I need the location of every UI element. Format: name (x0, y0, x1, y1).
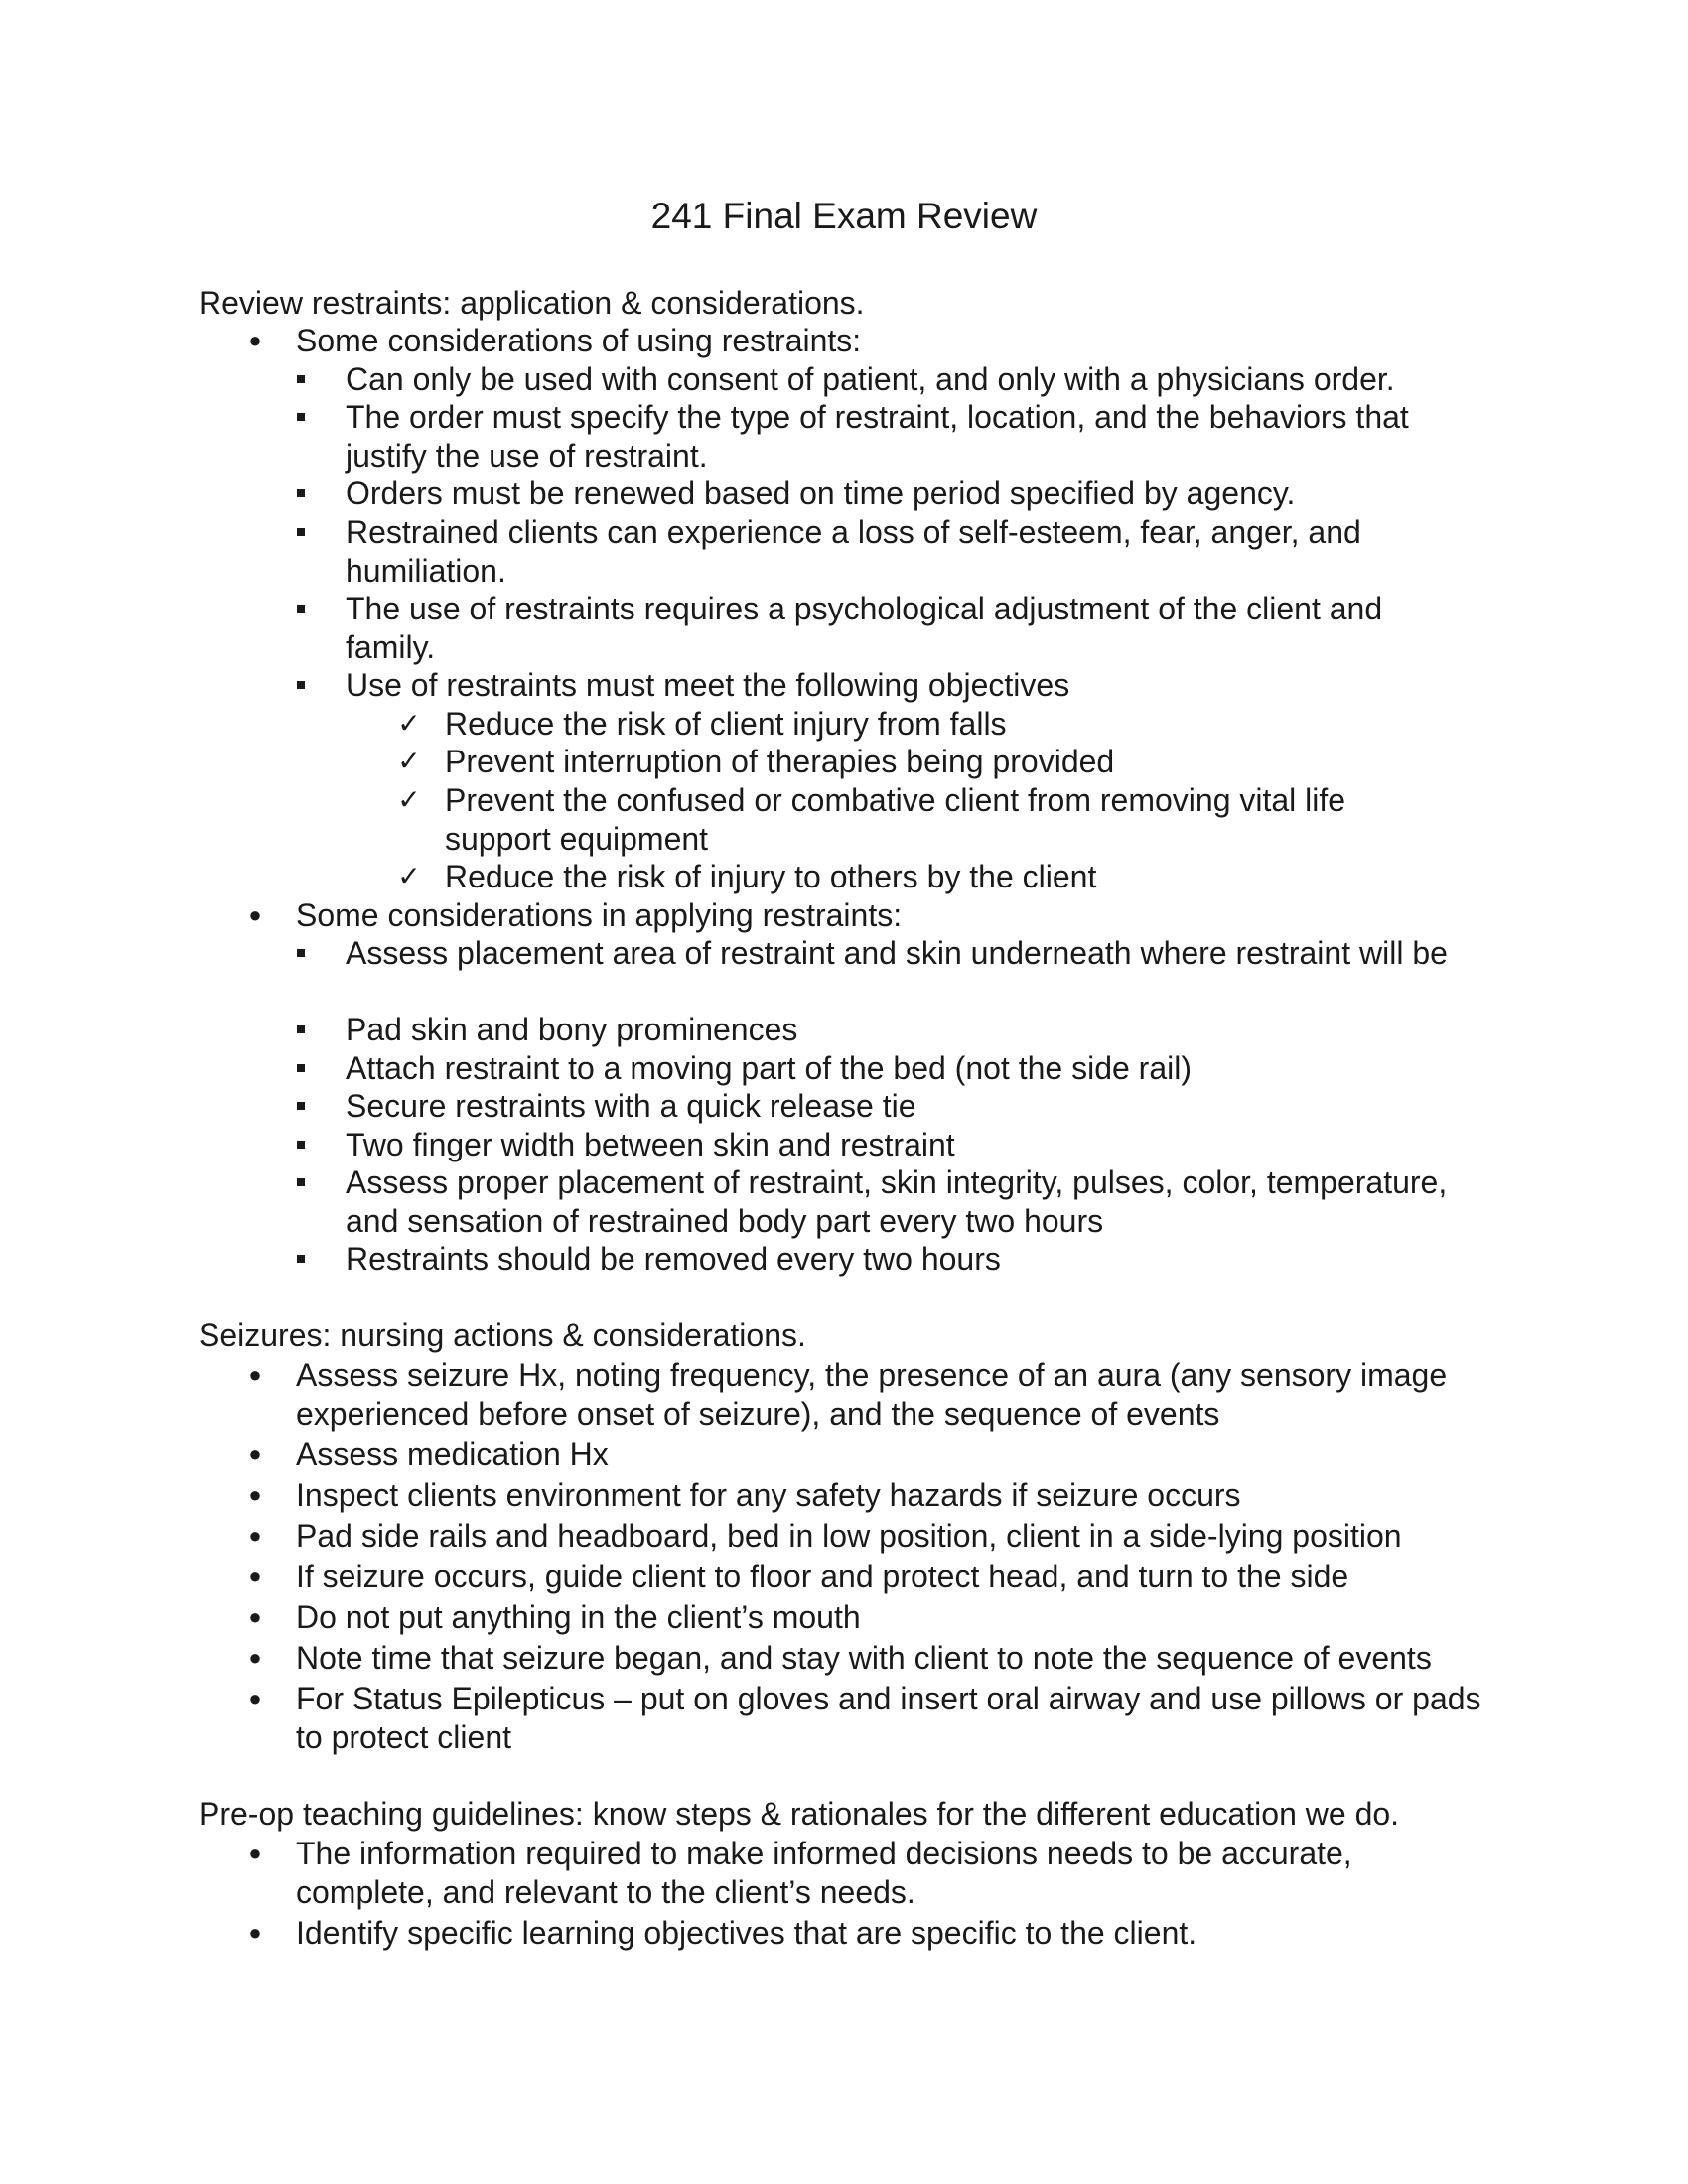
bullet-text: Inspect clients environment for any safety hazards if seizure occurs (296, 1477, 1241, 1513)
square-bullet-icon (294, 1049, 308, 1072)
bullet-text: If seizure occurs, guide client to floor and protect head, and turn to the side (296, 1559, 1349, 1594)
bullet-icon: ● (248, 1841, 262, 1865)
bullet-icon: ● (248, 1564, 262, 1588)
bullet-text: The information required to make informed decisions needs to be accurate, complete, and relevant to the client’s needs. (296, 1836, 1352, 1910)
check-icon: ✓ (397, 784, 421, 815)
bullet-text: Pad side rails and headboard, bed in low position, client in a side-lying position (296, 1518, 1402, 1554)
square-bullet-icon (294, 1163, 308, 1186)
square-bullet-icon (294, 1087, 308, 1110)
sub-item-text: Orders must be renewed based on time period specified by agency. (346, 476, 1296, 511)
section-heading-seizures: Seizures: nursing actions & considerations. (199, 1317, 806, 1353)
bullet-text: Assess medication Hx (296, 1436, 609, 1472)
square-bullet-icon (294, 475, 308, 497)
sub-item-text: Use of restraints must meet the following objectives (346, 667, 1070, 703)
bullet-icon: ● (248, 1686, 262, 1710)
bullet-text: Note time that seizure began, and stay with client to note the sequence of events (296, 1640, 1432, 1676)
bullet-text: Some considerations of using restraints: (296, 323, 862, 358)
objective-text: Prevent the confused or combative client from removing vital life support equipment (445, 782, 1346, 857)
section-heading-restraints: Review restraints: application & considerations. (199, 285, 865, 321)
sub-item-text: Attach restraint to a moving part of the bed (not the side rail) (346, 1050, 1192, 1086)
sub-item-text: Can only be used with consent of patient, and only with a physicians order. (346, 361, 1395, 397)
bullet-icon: ● (248, 1920, 262, 1945)
check-icon: ✓ (397, 746, 421, 776)
objective-text: Prevent interruption of therapies being provided (445, 744, 1115, 779)
sub-item-text: Assess placement area of restraint and skin underneath where restraint will be (346, 935, 1448, 971)
check-icon: ✓ (397, 861, 421, 891)
sub-item-text: The use of restraints requires a psychological adjustment of the client and family. (346, 591, 1383, 665)
bullet-icon: ● (248, 1523, 262, 1548)
bullet-icon: ● (248, 1604, 262, 1629)
check-icon: ✓ (397, 708, 421, 739)
sub-item-text: Restraints should be removed every two hours (346, 1241, 1001, 1277)
square-bullet-icon (294, 1126, 308, 1149)
square-bullet-icon (294, 513, 308, 536)
objective-text: Reduce the risk of injury to others by the client (445, 859, 1097, 894)
sub-item-text: Pad skin and bony prominences (346, 1012, 798, 1047)
bullet-icon: ● (248, 1482, 262, 1507)
square-bullet-icon (294, 398, 308, 421)
bullet-icon: ● (248, 1441, 262, 1466)
objective-text: Reduce the risk of client injury from falls (445, 706, 1007, 742)
square-bullet-icon (294, 666, 308, 689)
section-heading-preop: Pre-op teaching guidelines: know steps & rationales for the different education we do. (199, 1796, 1400, 1832)
bullet-text: Do not put anything in the client’s mouth (296, 1599, 861, 1635)
bullet-icon: ● (248, 328, 262, 352)
square-bullet-icon (294, 1011, 308, 1033)
bullet-text: Assess seizure Hx, noting frequency, the presence of an aura (any sensory image experienced before onset of seizure), and the sequence of events (296, 1357, 1448, 1432)
bullet-icon: ● (248, 1362, 262, 1387)
square-bullet-icon (294, 360, 308, 383)
bullet-icon: ● (248, 1645, 262, 1670)
sub-item-text: Assess proper placement of restraint, skin integrity, pulses, color, temperature, and sensation of restrained body part every two hours (346, 1164, 1448, 1239)
square-bullet-icon (294, 590, 308, 613)
sub-item-text: Restrained clients can experience a loss of self-esteem, fear, anger, and humiliation. (346, 514, 1361, 589)
sub-item-text: Secure restraints with a quick release tie (346, 1088, 916, 1124)
sub-item-text: The order must specify the type of restraint, location, and the behaviors that justify the use of restraint. (346, 399, 1409, 474)
bullet-text: For Status Epilepticus – put on gloves and insert oral airway and use pillows or pads to protect client (296, 1681, 1481, 1755)
page-title: 241 Final Exam Review (650, 196, 1038, 236)
square-bullet-icon (294, 934, 308, 957)
bullet-text: Identify specific learning objectives that are specific to the client. (296, 1915, 1197, 1951)
square-bullet-icon (294, 1240, 308, 1263)
bullet-text: Some considerations in applying restraints: (296, 897, 903, 933)
bullet-icon: ● (248, 902, 262, 927)
sub-item-text: Two finger width between skin and restraint (346, 1127, 955, 1162)
